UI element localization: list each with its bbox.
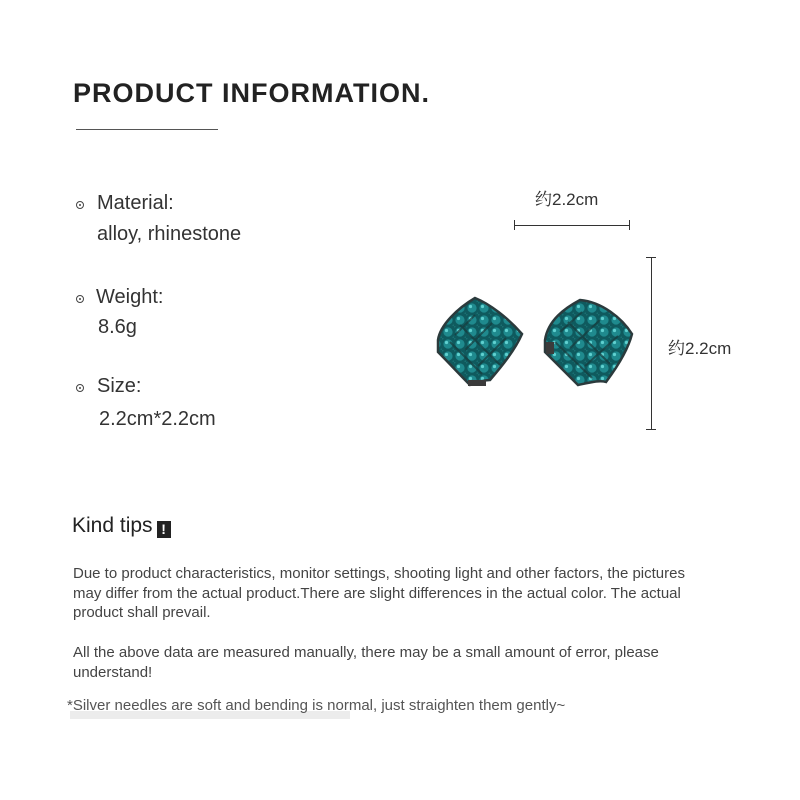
earrings-image [430,290,650,400]
height-dimension-label: 约2.2cm [668,339,732,358]
kind-tips-title: Kind tips [72,514,153,537]
left-earring [438,298,522,386]
spec-value: 8.6g [98,316,137,338]
spec-value: 2.2cm*2.2cm [99,408,216,430]
kind-tips-heading [72,514,171,538]
exclamation-icon: ! [157,521,171,538]
width-dimension-label: 约2.2cm [535,190,599,209]
width-dimension-line [514,220,630,230]
silver-needle-note: *Silver needles are soft and bending is normal, just straighten them gently~ [67,697,566,714]
spec-label: Material: [97,192,174,214]
spec-label: Weight: [96,286,164,308]
tip-paragraph-1: Due to product characteristics, monitor settings, shooting light and other factors, the pictures may differ from the actual product.There are slight differences in the actual color. The actual product shall prevail. [73,565,685,621]
bullet-icon [76,384,84,392]
page-title: PRODUCT INFORMATION. [73,78,430,108]
spec-label: Size: [97,375,142,397]
bullet-icon [76,201,84,209]
tip-paragraph-2: All the above data are measured manually, there may be a small amount of error, please understand! [73,644,659,681]
bullet-icon [76,295,84,303]
title-underline [76,129,218,130]
right-earring [545,300,632,385]
spec-value: alloy, rhinestone [97,223,242,245]
